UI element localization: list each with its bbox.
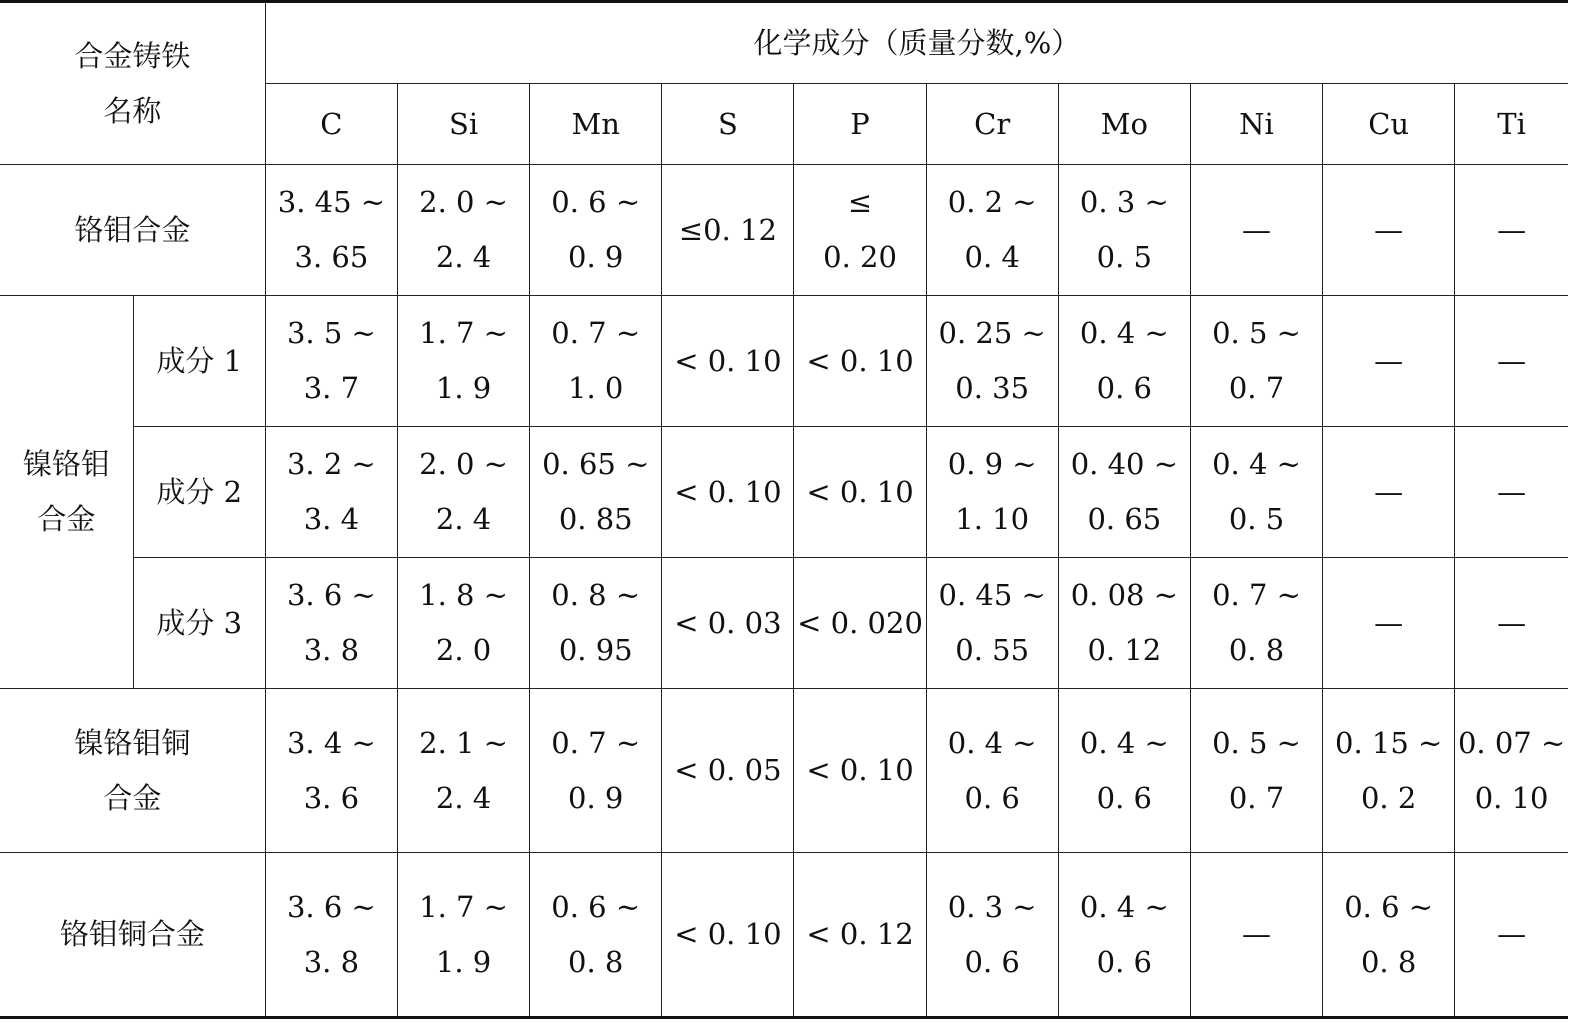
value-cell xyxy=(1190,165,1322,296)
value-cell xyxy=(397,853,529,1018)
name-header-line: 合金铸铁 xyxy=(74,38,191,73)
value-line: 0. 95 xyxy=(558,633,633,667)
value-cell xyxy=(1323,165,1455,296)
value-line: 0. 3 ~ xyxy=(947,889,1037,924)
value-cell xyxy=(1455,689,1568,853)
value-cell xyxy=(1058,427,1190,558)
value-line: 0. 9 xyxy=(568,780,624,815)
value-cell xyxy=(662,689,794,853)
value-cell xyxy=(794,427,926,558)
element-header-cell: Cr xyxy=(926,84,1058,165)
value-cell xyxy=(530,427,662,558)
value-line: < 0. 03 xyxy=(674,605,782,640)
value-line: 0. 7 xyxy=(1228,371,1285,405)
value-cell xyxy=(530,165,662,296)
value-line: 2. 4 xyxy=(435,240,492,274)
value-cell xyxy=(926,689,1058,853)
value-cell xyxy=(1323,296,1455,427)
value-cell xyxy=(662,853,794,1018)
value-cell xyxy=(794,853,926,1018)
value-line: 0. 4 xyxy=(964,240,1020,274)
row-name-line: 成分 2 xyxy=(156,474,243,509)
element-header-cell: Cu xyxy=(1323,84,1455,165)
value-line: — xyxy=(1497,343,1527,378)
value-line: 0. 55 xyxy=(955,633,1030,667)
value-cell xyxy=(794,165,926,296)
value-line: 0. 4 ~ xyxy=(1079,316,1169,350)
value-line: — xyxy=(1497,474,1527,509)
value-cell xyxy=(265,165,397,296)
value-line: 0. 20 xyxy=(823,240,897,274)
table-row xyxy=(0,296,1568,427)
value-line: 2. 0 ~ xyxy=(419,447,508,481)
value-line: 2. 4 xyxy=(435,502,492,536)
value-cell xyxy=(926,427,1058,558)
value-cell xyxy=(1058,853,1190,1018)
value-line: 0. 5 ~ xyxy=(1212,725,1301,760)
value-cell xyxy=(1323,558,1455,689)
value-cell xyxy=(265,558,397,689)
value-cell xyxy=(1455,853,1568,1018)
value-cell xyxy=(1058,558,1190,689)
value-cell xyxy=(1455,296,1568,427)
value-cell xyxy=(397,165,529,296)
value-cell xyxy=(662,427,794,558)
value-line: < 0. 10 xyxy=(806,474,914,509)
value-line: 0. 35 xyxy=(955,371,1030,405)
value-line: 0. 6 xyxy=(1096,371,1153,405)
value-cell xyxy=(530,689,662,853)
value-line: ≤ xyxy=(847,185,873,219)
value-cell xyxy=(662,165,794,296)
value-cell xyxy=(397,427,529,558)
value-cell xyxy=(1058,689,1190,853)
value-line: 0. 4 ~ xyxy=(1079,889,1169,924)
value-line: 3. 6 xyxy=(303,780,360,815)
row-name-line: 成分 1 xyxy=(156,343,243,378)
value-line: 3. 65 xyxy=(294,240,369,274)
element-header-cell: S xyxy=(662,84,794,165)
value-cell xyxy=(926,558,1058,689)
value-line: 0. 12 xyxy=(1087,633,1162,667)
value-line: 0. 6 xyxy=(1096,780,1153,815)
value-line: 1. 7 ~ xyxy=(419,316,508,350)
value-cell xyxy=(397,558,529,689)
element-header-cell: Ni xyxy=(1190,84,1322,165)
value-line: 3. 4 xyxy=(303,502,360,536)
value-line: < 0. 10 xyxy=(674,474,782,509)
element-header-cell: Si xyxy=(397,84,529,165)
value-line: 3. 4 ~ xyxy=(286,725,376,760)
value-line: ≤0. 12 xyxy=(678,212,777,247)
value-line: 0. 2 xyxy=(1360,780,1417,815)
table-row xyxy=(0,853,1568,1018)
value-line: 0. 8 xyxy=(1228,633,1285,667)
value-line: 0. 5 xyxy=(1228,502,1285,536)
value-cell xyxy=(265,427,397,558)
element-header-cell: C xyxy=(265,84,397,165)
value-line: 0. 10 xyxy=(1474,780,1549,815)
value-line: 0. 6 ~ xyxy=(551,889,641,924)
element-header-cell: P xyxy=(794,84,926,165)
value-line: 0. 25 ~ xyxy=(938,316,1046,350)
row-name-line: 铬钼合金 xyxy=(74,212,191,247)
value-line: 0. 65 xyxy=(1087,502,1162,536)
value-line: 0. 7 ~ xyxy=(1212,578,1301,612)
value-line: 1. 9 xyxy=(435,371,492,405)
value-line: 0. 6 xyxy=(964,944,1020,979)
value-line: 0. 40 ~ xyxy=(1070,447,1178,481)
value-cell xyxy=(530,853,662,1018)
value-line: 0. 9 ~ xyxy=(947,447,1037,481)
value-cell xyxy=(1190,853,1322,1018)
value-line: 0. 6 xyxy=(964,780,1020,815)
value-line: — xyxy=(1374,212,1404,247)
value-cell xyxy=(926,853,1058,1018)
value-cell xyxy=(662,558,794,689)
value-cell xyxy=(1323,427,1455,558)
value-cell xyxy=(1058,165,1190,296)
value-line: < 0. 05 xyxy=(674,753,782,787)
value-cell xyxy=(1323,689,1455,853)
value-line: 0. 9 xyxy=(568,240,624,274)
value-line: 3. 6 ~ xyxy=(286,889,376,924)
value-line: 3. 6 ~ xyxy=(286,578,376,612)
table-row xyxy=(0,558,1568,689)
value-line: — xyxy=(1497,605,1527,640)
row-name-cell xyxy=(0,689,265,853)
element-header-cell: Ti xyxy=(1455,84,1568,165)
value-line: 0. 08 ~ xyxy=(1070,578,1178,612)
value-line: 0. 4 ~ xyxy=(1212,447,1301,481)
row-name-cell xyxy=(133,427,265,558)
value-line: 0. 8 ~ xyxy=(551,578,641,612)
value-line: < 0. 10 xyxy=(674,343,782,378)
name-header-cell xyxy=(0,2,265,165)
value-line: < 0. 10 xyxy=(806,343,914,378)
row-name-cell xyxy=(0,165,265,296)
value-cell xyxy=(794,296,926,427)
value-line: — xyxy=(1242,917,1271,951)
value-line: 0. 3 ~ xyxy=(1079,185,1169,219)
row-name-cell xyxy=(0,853,265,1018)
value-cell xyxy=(397,689,529,853)
value-line: 0. 7 xyxy=(1228,780,1285,815)
value-cell xyxy=(1455,558,1568,689)
row-name-line: 合金 xyxy=(103,780,162,815)
value-line: 0. 45 ~ xyxy=(938,578,1046,612)
group-label-line: 合金 xyxy=(37,502,96,536)
value-cell xyxy=(794,689,926,853)
value-line: 0. 15 ~ xyxy=(1335,725,1443,760)
row-name-cell xyxy=(133,296,265,427)
value-cell xyxy=(1058,296,1190,427)
table-row xyxy=(0,689,1568,853)
value-cell xyxy=(1190,427,1322,558)
value-line: 1. 7 ~ xyxy=(419,889,508,924)
value-line: < 0. 020 xyxy=(797,605,923,640)
name-header-line: 名称 xyxy=(103,93,162,128)
value-line: — xyxy=(1374,474,1404,509)
value-line: 0. 6 ~ xyxy=(1344,889,1434,924)
value-line: 0. 7 ~ xyxy=(551,316,641,350)
value-line: 1. 8 ~ xyxy=(419,578,508,612)
value-line: — xyxy=(1374,343,1404,378)
value-line: 0. 8 xyxy=(568,944,624,979)
value-line: 0. 4 ~ xyxy=(947,725,1037,760)
value-cell xyxy=(530,296,662,427)
value-cell xyxy=(926,296,1058,427)
value-line: 0. 65 ~ xyxy=(542,447,650,481)
value-line: 0. 5 ~ xyxy=(1212,316,1301,350)
value-line: — xyxy=(1497,212,1527,247)
element-header-cell: Mn xyxy=(530,84,662,165)
value-cell xyxy=(1190,689,1322,853)
value-line: 1. 0 xyxy=(568,371,624,405)
value-line: 0. 07 ~ xyxy=(1457,725,1566,760)
value-cell xyxy=(1190,558,1322,689)
value-cell xyxy=(662,296,794,427)
value-line: — xyxy=(1497,917,1527,951)
value-line: 0. 6 xyxy=(1096,944,1153,979)
value-line: 2. 0 ~ xyxy=(419,185,508,219)
value-line: 2. 1 ~ xyxy=(419,725,508,760)
row-name-line: 镍铬钼铜 xyxy=(74,725,191,760)
value-cell xyxy=(1190,296,1322,427)
value-line: 3. 8 xyxy=(303,944,360,979)
value-line: 2. 0 xyxy=(435,633,492,667)
row-name-line: 铬钼铜合金 xyxy=(59,917,205,951)
value-line: 1. 9 xyxy=(435,944,492,979)
value-cell xyxy=(1323,853,1455,1018)
row-name-line: 成分 3 xyxy=(156,605,243,640)
value-line: 1. 10 xyxy=(955,502,1030,536)
element-header-cell: Mo xyxy=(1058,84,1190,165)
value-cell xyxy=(530,558,662,689)
group-label-line: 镍铬钼 xyxy=(22,447,110,481)
table-row xyxy=(0,165,1568,296)
value-cell xyxy=(1455,427,1568,558)
row-name-cell xyxy=(133,558,265,689)
value-cell xyxy=(926,165,1058,296)
value-line: 2. 4 xyxy=(435,780,492,815)
value-line: < 0. 12 xyxy=(806,917,914,951)
value-cell xyxy=(397,296,529,427)
value-line: 0. 4 ~ xyxy=(1079,725,1169,760)
value-line: 3. 2 ~ xyxy=(286,447,376,481)
table-row xyxy=(0,427,1568,558)
header-row-1 xyxy=(0,2,1568,84)
value-cell xyxy=(265,296,397,427)
value-line: 3. 7 xyxy=(303,371,360,405)
value-line: 0. 8 xyxy=(1360,944,1417,979)
value-cell xyxy=(1455,165,1568,296)
value-line: 0. 85 xyxy=(558,502,633,536)
value-line: < 0. 10 xyxy=(674,917,782,951)
value-line: 3. 8 xyxy=(303,633,360,667)
value-line: 0. 2 ~ xyxy=(947,185,1037,219)
value-cell xyxy=(265,853,397,1018)
value-cell xyxy=(265,689,397,853)
value-line: 0. 6 ~ xyxy=(551,185,641,219)
value-line: 0. 5 xyxy=(1096,240,1153,274)
group-label-cell xyxy=(0,296,133,689)
value-line: 0. 7 ~ xyxy=(551,725,641,760)
value-cell xyxy=(794,558,926,689)
value-line: — xyxy=(1242,212,1271,247)
value-line: < 0. 10 xyxy=(806,753,914,787)
value-line: — xyxy=(1374,605,1404,640)
value-line: 3. 5 ~ xyxy=(286,316,376,350)
value-line: 3. 45 ~ xyxy=(277,185,386,219)
composition-header-cell: 化学成分（质量分数,%） xyxy=(265,2,1568,84)
